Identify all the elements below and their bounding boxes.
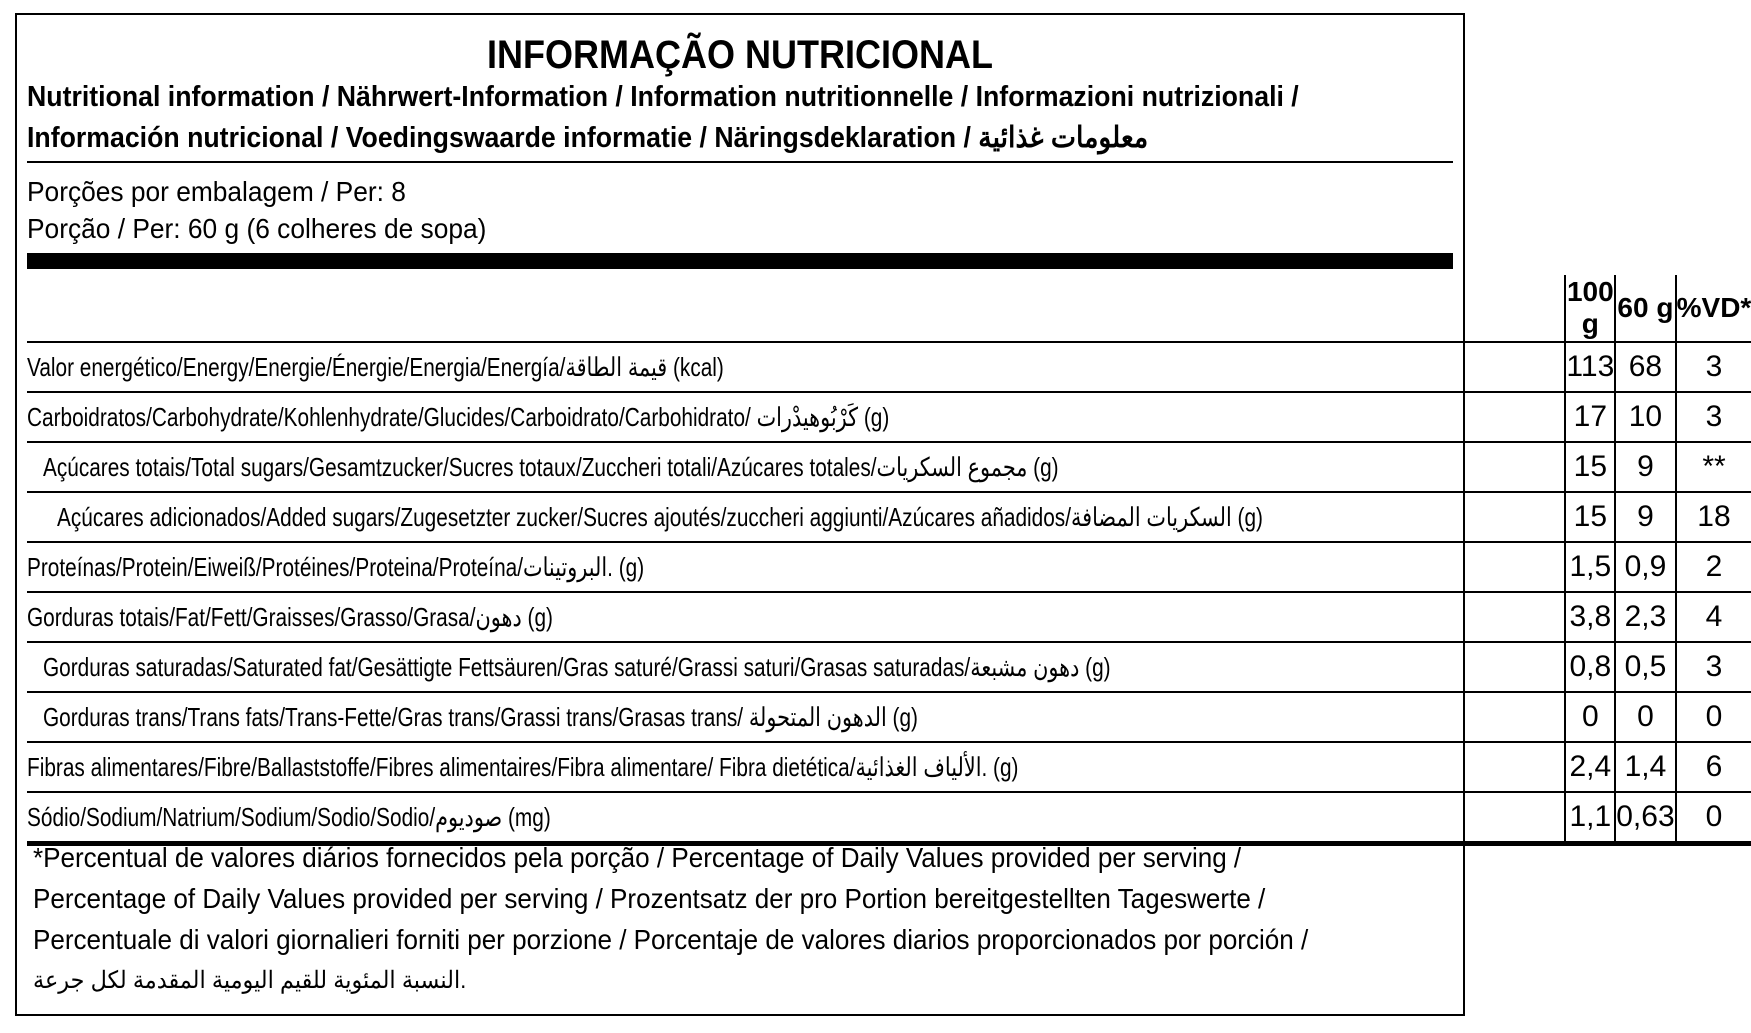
- subtitle-line-2: Información nutricional / Voedingswaarde informatie / Näringsdeklaration / معلومات غذائية: [27, 122, 1149, 154]
- value-100g: 1,1: [1565, 792, 1615, 844]
- table-row-carbohydrate: [27, 392, 1751, 442]
- table-header-row: [27, 275, 1751, 342]
- table-row-added-sugars: [27, 492, 1751, 542]
- row-label: Gorduras trans/Trans fats/Trans-Fette/Gras trans/Grassi trans/Grasas trans/ الدهون المتحولة (g): [43, 701, 918, 732]
- panel-title: INFORMAÇÃO NUTRICIONAL: [487, 33, 993, 77]
- value-100g: 15: [1565, 442, 1615, 492]
- value-daily: 3: [1676, 392, 1751, 442]
- value-100g: 1,5: [1565, 542, 1615, 592]
- table-row-sodium: [27, 792, 1751, 844]
- value-daily: 3: [1676, 642, 1751, 692]
- value-60g: 9: [1615, 492, 1675, 542]
- value-daily: 18: [1676, 492, 1751, 542]
- value-100g: 113: [1565, 342, 1615, 392]
- multilingual-subtitle: [27, 77, 1299, 159]
- value-daily: 2: [1676, 542, 1751, 592]
- value-100g: 3,8: [1565, 592, 1615, 642]
- table-row-protein: [27, 542, 1751, 592]
- nutrition-facts-panel: [15, 13, 1751, 1016]
- value-60g: 68: [1615, 342, 1675, 392]
- value-daily: 0: [1676, 692, 1751, 742]
- table-row-total-sugars: [27, 442, 1751, 492]
- servings-info: [27, 173, 486, 247]
- value-100g: 15: [1565, 492, 1615, 542]
- value-60g: 0,9: [1615, 542, 1675, 592]
- value-daily: 6: [1676, 742, 1751, 792]
- table-row-total-fat: [27, 592, 1751, 642]
- row-label: Valor energético/Energy/Energie/Énergie/Energia/Energía/قيمة الطاقة (kcal): [27, 351, 724, 382]
- value-100g: 17: [1565, 392, 1615, 442]
- daily-value-footnote: [33, 837, 1308, 1001]
- row-label: Sódio/Sodium/Natrium/Sodium/Sodio/Sodio/صوديوم (mg): [27, 801, 551, 832]
- value-daily: 4: [1676, 592, 1751, 642]
- nutrient-table: [27, 275, 1751, 846]
- table-row-fibre: [27, 742, 1751, 792]
- servings-per-package: Porções por embalagem / Per: 8: [27, 176, 406, 207]
- footnote-line-1: *Percentual de valores diários fornecidos pela porção / Percentage of Daily Values provided per serving /: [33, 842, 1242, 873]
- value-60g: 0,5: [1615, 642, 1675, 692]
- value-60g: 1,4: [1615, 742, 1675, 792]
- serving-size: Porção / Per: 60 g (6 colheres de sopa): [27, 213, 487, 244]
- value-100g: 2,4: [1565, 742, 1615, 792]
- footnote-line-4: النسبة المئوية للقيم اليومية المقدمة لكل جرعة.: [33, 967, 467, 994]
- value-60g: 2,3: [1615, 592, 1675, 642]
- value-60g: 10: [1615, 392, 1675, 442]
- table-row-trans-fat: [27, 692, 1751, 742]
- header-daily-value: %VD*: [1676, 275, 1751, 342]
- header-label-spacer: [27, 275, 1565, 342]
- row-label: Proteínas/Protein/Eiweiß/Protéines/Proteina/Proteína/البروتينات. (g): [27, 551, 645, 582]
- row-label: Açúcares adicionados/Added sugars/Zugesetzter zucker/Sucres ajoutés/zuccheri aggiunti/Azúcares añadidos/السكريات المضافة (g): [57, 501, 1263, 532]
- row-label: Gorduras totais/Fat/Fett/Graisses/Grasso/Grasa/دهون (g): [27, 601, 553, 632]
- value-daily: 0: [1676, 792, 1751, 844]
- row-label: Carboidratos/Carbohydrate/Kohlenhydrate/Glucides/Carboidrato/Carbohidrato/ كَرْبُوهيدْرات (g): [27, 401, 890, 432]
- value-60g: 0,63: [1615, 792, 1675, 844]
- row-label: Gorduras saturadas/Saturated fat/Gesättigte Fettsäuren/Gras saturé/Grassi saturi/Grasas saturadas/دهون مشبعة (g): [43, 651, 1111, 682]
- header-per-60g: 60 g: [1615, 275, 1675, 342]
- divider-thick: [27, 253, 1453, 269]
- subtitle-line-1: Nutritional information / Nährwert-Information / Information nutritionnelle / Informazioni nutrizionali /: [27, 81, 1299, 113]
- value-60g: 0: [1615, 692, 1675, 742]
- value-daily: 3: [1676, 342, 1751, 392]
- value-60g: 9: [1615, 442, 1675, 492]
- value-daily: **: [1676, 442, 1751, 492]
- footnote-line-2: Percentage of Daily Values provided per serving / Prozentsatz der pro Portion bereitgestellten Tageswerte /: [33, 883, 1266, 914]
- value-100g: 0: [1565, 692, 1615, 742]
- row-label: Fibras alimentares/Fibre/Ballaststoffe/Fibres alimentaires/Fibra alimentare/ Fibra dietética/الألياف الغذائية. (g): [27, 751, 1019, 782]
- footnote-line-3: Percentuale di valori giornalieri forniti per porzione / Porcentaje de valores diarios proporcionados por porción /: [33, 924, 1309, 955]
- divider-thin: [27, 161, 1453, 163]
- table-row-saturated-fat: [27, 642, 1751, 692]
- header-per-100g: 100 g: [1565, 275, 1615, 342]
- value-100g: 0,8: [1565, 642, 1615, 692]
- row-label: Açúcares totais/Total sugars/Gesamtzucker/Sucres totaux/Zuccheri totali/Azúcares totales/مجموع السكريات (g): [43, 451, 1059, 482]
- table-row-energy: [27, 342, 1751, 392]
